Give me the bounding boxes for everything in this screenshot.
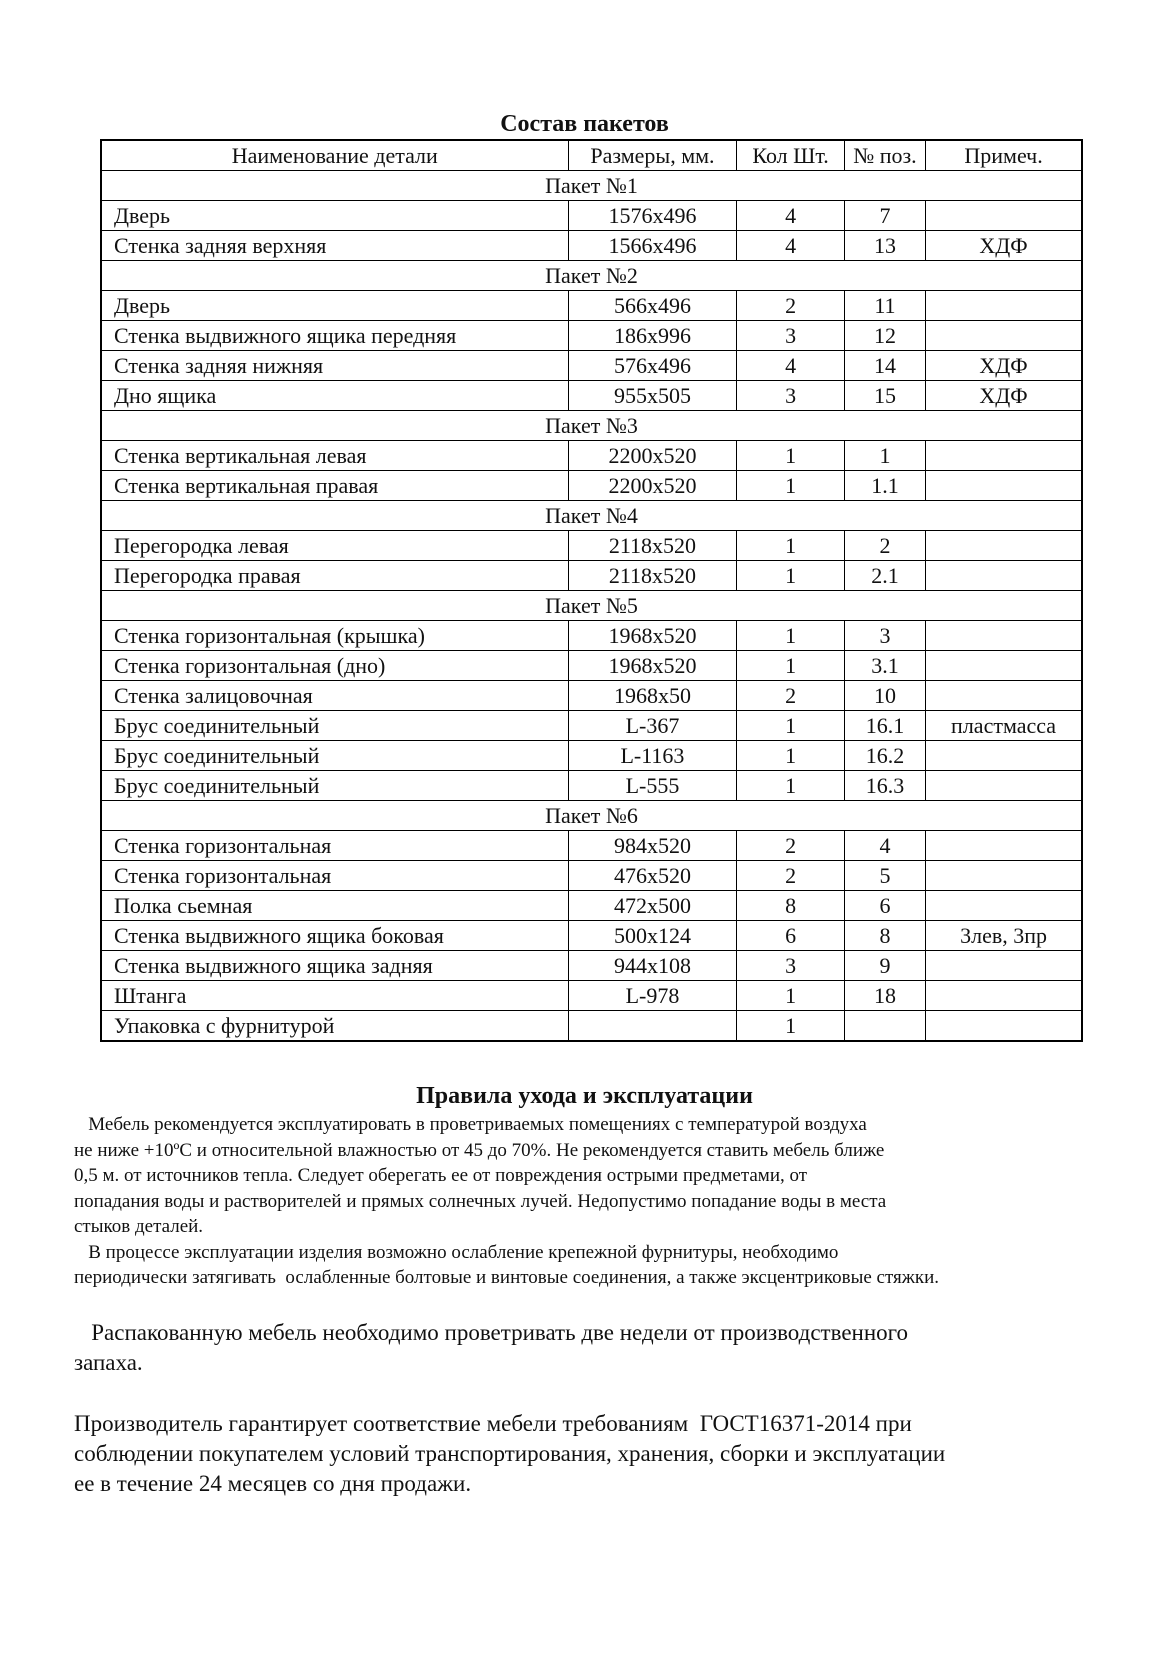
cell-note	[926, 831, 1082, 861]
cell-qty: 3	[737, 381, 844, 411]
cell-qty: 1	[737, 711, 844, 741]
rules-p1-line-1: Мебель рекомендуется эксплуатировать в проветриваемых помещениях с температурой воздуха	[74, 1114, 867, 1135]
cell-pos: 1.1	[844, 471, 925, 501]
cell-note	[926, 741, 1082, 771]
cell-pos: 10	[844, 681, 925, 711]
cell-size: 566х496	[568, 291, 737, 321]
cell-name: Брус соединительный	[101, 711, 568, 741]
header-note: Примеч.	[926, 140, 1082, 171]
table-row	[101, 201, 1082, 231]
packet-group-label: Пакет №5	[101, 591, 1082, 621]
cell-size: 1566х496	[568, 231, 737, 261]
cell-name: Стенка выдвижного ящика задняя	[101, 951, 568, 981]
cell-size: 576х496	[568, 351, 737, 381]
cell-size: L-1163	[568, 741, 737, 771]
table-header-row	[101, 140, 1082, 171]
cell-name: Стенка задняя верхняя	[101, 231, 568, 261]
cell-note	[926, 291, 1082, 321]
cell-size: L-978	[568, 981, 737, 1011]
cell-qty: 6	[737, 921, 844, 951]
cell-qty: 3	[737, 951, 844, 981]
header-size: Размеры, мм.	[568, 140, 737, 171]
cell-size: 955х505	[568, 381, 737, 411]
cell-note: пластмасса	[926, 711, 1082, 741]
table-row	[101, 441, 1082, 471]
cell-size: 2200х520	[568, 441, 737, 471]
rules-p2-line-2: периодически затягивать ослабленные болтовые и винтовые соединения, а также эксцентриковые стяжки.	[74, 1267, 940, 1288]
rules-text	[74, 1112, 1114, 1291]
cell-note	[926, 471, 1082, 501]
cell-size: 2118х520	[568, 531, 737, 561]
cell-name: Брус соединительный	[101, 741, 568, 771]
table-row	[101, 381, 1082, 411]
cell-qty: 1	[737, 651, 844, 681]
table-row	[101, 321, 1082, 351]
packet-group-row	[101, 591, 1082, 621]
warranty-line-2: соблюдении покупателем условий транспортирования, хранения, сборки и эксплуатации	[74, 1441, 946, 1466]
cell-pos: 16.1	[844, 711, 925, 741]
cell-qty: 2	[737, 681, 844, 711]
cell-name: Стенка вертикальная правая	[101, 471, 568, 501]
cell-name: Брус соединительный	[101, 771, 568, 801]
cell-name: Стенка задняя нижняя	[101, 351, 568, 381]
packets-table	[100, 139, 1083, 1042]
cell-pos: 9	[844, 951, 925, 981]
rules-p1-line-2: не ниже +10ºC и относительной влажностью от 45 до 70%. Не рекомендуется ставить мебель ближе	[74, 1139, 885, 1161]
cell-size: 476х520	[568, 861, 737, 891]
packet-group-row	[101, 261, 1082, 291]
rules-p1-line-3: 0,5 м. от источников тепла. Следует оберегать ее от повреждения острыми предметами, от	[74, 1165, 808, 1186]
unpack-note	[74, 1318, 1114, 1378]
cell-pos: 4	[844, 831, 925, 861]
table-row	[101, 1011, 1082, 1042]
warranty-line-3: ее в течение 24 месяцев со дня продажи.	[74, 1471, 472, 1496]
warranty-line-1: Производитель гарантирует соответствие мебели требованиям ГОСТ16371-2014 при	[74, 1411, 912, 1436]
cell-name: Перегородка левая	[101, 531, 568, 561]
cell-pos: 8	[844, 921, 925, 951]
cell-name: Стенка залицовочная	[101, 681, 568, 711]
packet-group-label: Пакет №6	[101, 801, 1082, 831]
cell-pos: 5	[844, 861, 925, 891]
cell-size: 186х996	[568, 321, 737, 351]
cell-note	[926, 891, 1082, 921]
cell-note: ХДФ	[926, 381, 1082, 411]
cell-name: Штанга	[101, 981, 568, 1011]
packets-table-body	[101, 171, 1082, 1042]
table-row	[101, 681, 1082, 711]
header-pos: № поз.	[844, 140, 925, 171]
cell-note	[926, 531, 1082, 561]
cell-qty: 1	[737, 741, 844, 771]
header-name: Наименование детали	[101, 140, 568, 171]
cell-note	[926, 1011, 1082, 1042]
rules-paragraph-2	[74, 1240, 1114, 1291]
cell-size: 2118х520	[568, 561, 737, 591]
cell-note	[926, 681, 1082, 711]
cell-size: L-555	[568, 771, 737, 801]
cell-name: Стенка вертикальная левая	[101, 441, 568, 471]
cell-qty: 1	[737, 531, 844, 561]
cell-name: Перегородка правая	[101, 561, 568, 591]
table-row	[101, 771, 1082, 801]
cell-qty: 3	[737, 321, 844, 351]
table-row	[101, 561, 1082, 591]
cell-pos: 18	[844, 981, 925, 1011]
rules-p2-line-1: В процессе эксплуатации изделия возможно ослабление крепежной фурнитуры, необходимо	[74, 1241, 839, 1263]
unpack-line-1: Распакованную мебель необходимо проветривать две недели от производственного	[74, 1320, 909, 1345]
cell-note	[926, 201, 1082, 231]
cell-qty: 4	[737, 201, 844, 231]
cell-name: Стенка горизонтальная	[101, 861, 568, 891]
cell-qty: 4	[737, 351, 844, 381]
cell-qty: 1	[737, 981, 844, 1011]
table-row	[101, 861, 1082, 891]
warranty-note	[74, 1409, 1114, 1499]
packet-group-row	[101, 411, 1082, 441]
cell-name: Стенка горизонтальная	[101, 831, 568, 861]
packet-group-row	[101, 501, 1082, 531]
cell-size: 500х124	[568, 921, 737, 951]
cell-pos: 2	[844, 531, 925, 561]
packets-title: Состав пакетов	[500, 111, 669, 137]
packet-group-row	[101, 801, 1082, 831]
packet-group-label: Пакет №2	[101, 261, 1082, 291]
rules-title: Правила ухода и эксплуатации	[416, 1083, 753, 1109]
cell-note	[926, 861, 1082, 891]
cell-name: Стенка выдвижного ящика боковая	[101, 921, 568, 951]
cell-size: 984х520	[568, 831, 737, 861]
packet-group-label: Пакет №4	[101, 501, 1082, 531]
cell-size: 472х500	[568, 891, 737, 921]
cell-pos: 6	[844, 891, 925, 921]
cell-pos: 13	[844, 231, 925, 261]
table-row	[101, 651, 1082, 681]
packet-group-row	[101, 171, 1082, 201]
cell-note	[926, 981, 1082, 1011]
cell-size	[568, 1011, 737, 1042]
cell-qty: 2	[737, 831, 844, 861]
cell-qty: 1	[737, 621, 844, 651]
rules-p1-line-5: стыков деталей.	[74, 1216, 204, 1237]
cell-size: 2200х520	[568, 471, 737, 501]
cell-note	[926, 771, 1082, 801]
cell-size: 1576х496	[568, 201, 737, 231]
unpack-line-2: запаха.	[74, 1350, 143, 1375]
packet-group-label: Пакет №3	[101, 411, 1082, 441]
table-row	[101, 621, 1082, 651]
rules-paragraph-1	[74, 1112, 1114, 1240]
cell-pos: 2.1	[844, 561, 925, 591]
cell-name: Дверь	[101, 291, 568, 321]
cell-note: ХДФ	[926, 231, 1082, 261]
header-qty: Кол Шт.	[737, 140, 844, 171]
cell-pos: 7	[844, 201, 925, 231]
table-row	[101, 231, 1082, 261]
cell-pos: 11	[844, 291, 925, 321]
cell-size: 1968х520	[568, 621, 737, 651]
table-row	[101, 741, 1082, 771]
cell-pos: 12	[844, 321, 925, 351]
table-row	[101, 351, 1082, 381]
table-row	[101, 921, 1082, 951]
cell-pos: 16.3	[844, 771, 925, 801]
cell-note: 3лев, 3пр	[926, 921, 1082, 951]
cell-pos: 14	[844, 351, 925, 381]
cell-note	[926, 621, 1082, 651]
table-row	[101, 291, 1082, 321]
cell-name: Дверь	[101, 201, 568, 231]
cell-qty: 4	[737, 231, 844, 261]
table-row	[101, 951, 1082, 981]
cell-qty: 1	[737, 1011, 844, 1042]
cell-qty: 2	[737, 291, 844, 321]
table-row	[101, 531, 1082, 561]
cell-name: Полка сьемная	[101, 891, 568, 921]
cell-note: ХДФ	[926, 351, 1082, 381]
packet-group-label: Пакет №1	[101, 171, 1082, 201]
cell-size: 944х108	[568, 951, 737, 981]
cell-pos: 3.1	[844, 651, 925, 681]
cell-qty: 8	[737, 891, 844, 921]
cell-qty: 1	[737, 771, 844, 801]
cell-pos: 3	[844, 621, 925, 651]
table-row	[101, 711, 1082, 741]
cell-pos: 16.2	[844, 741, 925, 771]
cell-qty: 1	[737, 471, 844, 501]
cell-note	[926, 321, 1082, 351]
cell-size: L-367	[568, 711, 737, 741]
cell-name: Стенка выдвижного ящика передняя	[101, 321, 568, 351]
cell-qty: 1	[737, 441, 844, 471]
cell-note	[926, 951, 1082, 981]
cell-qty: 1	[737, 561, 844, 591]
cell-name: Стенка горизонтальная (крышка)	[101, 621, 568, 651]
cell-size: 1968х520	[568, 651, 737, 681]
table-row	[101, 471, 1082, 501]
cell-note	[926, 561, 1082, 591]
cell-qty: 2	[737, 861, 844, 891]
cell-name: Упаковка с фурнитурой	[101, 1011, 568, 1042]
table-row	[101, 981, 1082, 1011]
cell-name: Дно ящика	[101, 381, 568, 411]
cell-pos: 1	[844, 441, 925, 471]
rules-p1-line-4: попадания воды и растворителей и прямых солнечных лучей. Недопустимо попадание воды в места	[74, 1190, 887, 1212]
cell-name: Стенка горизонтальная (дно)	[101, 651, 568, 681]
cell-note	[926, 651, 1082, 681]
cell-pos: 15	[844, 381, 925, 411]
cell-size: 1968х50	[568, 681, 737, 711]
table-row	[101, 831, 1082, 861]
cell-note	[926, 441, 1082, 471]
table-row	[101, 891, 1082, 921]
cell-pos	[844, 1011, 925, 1042]
